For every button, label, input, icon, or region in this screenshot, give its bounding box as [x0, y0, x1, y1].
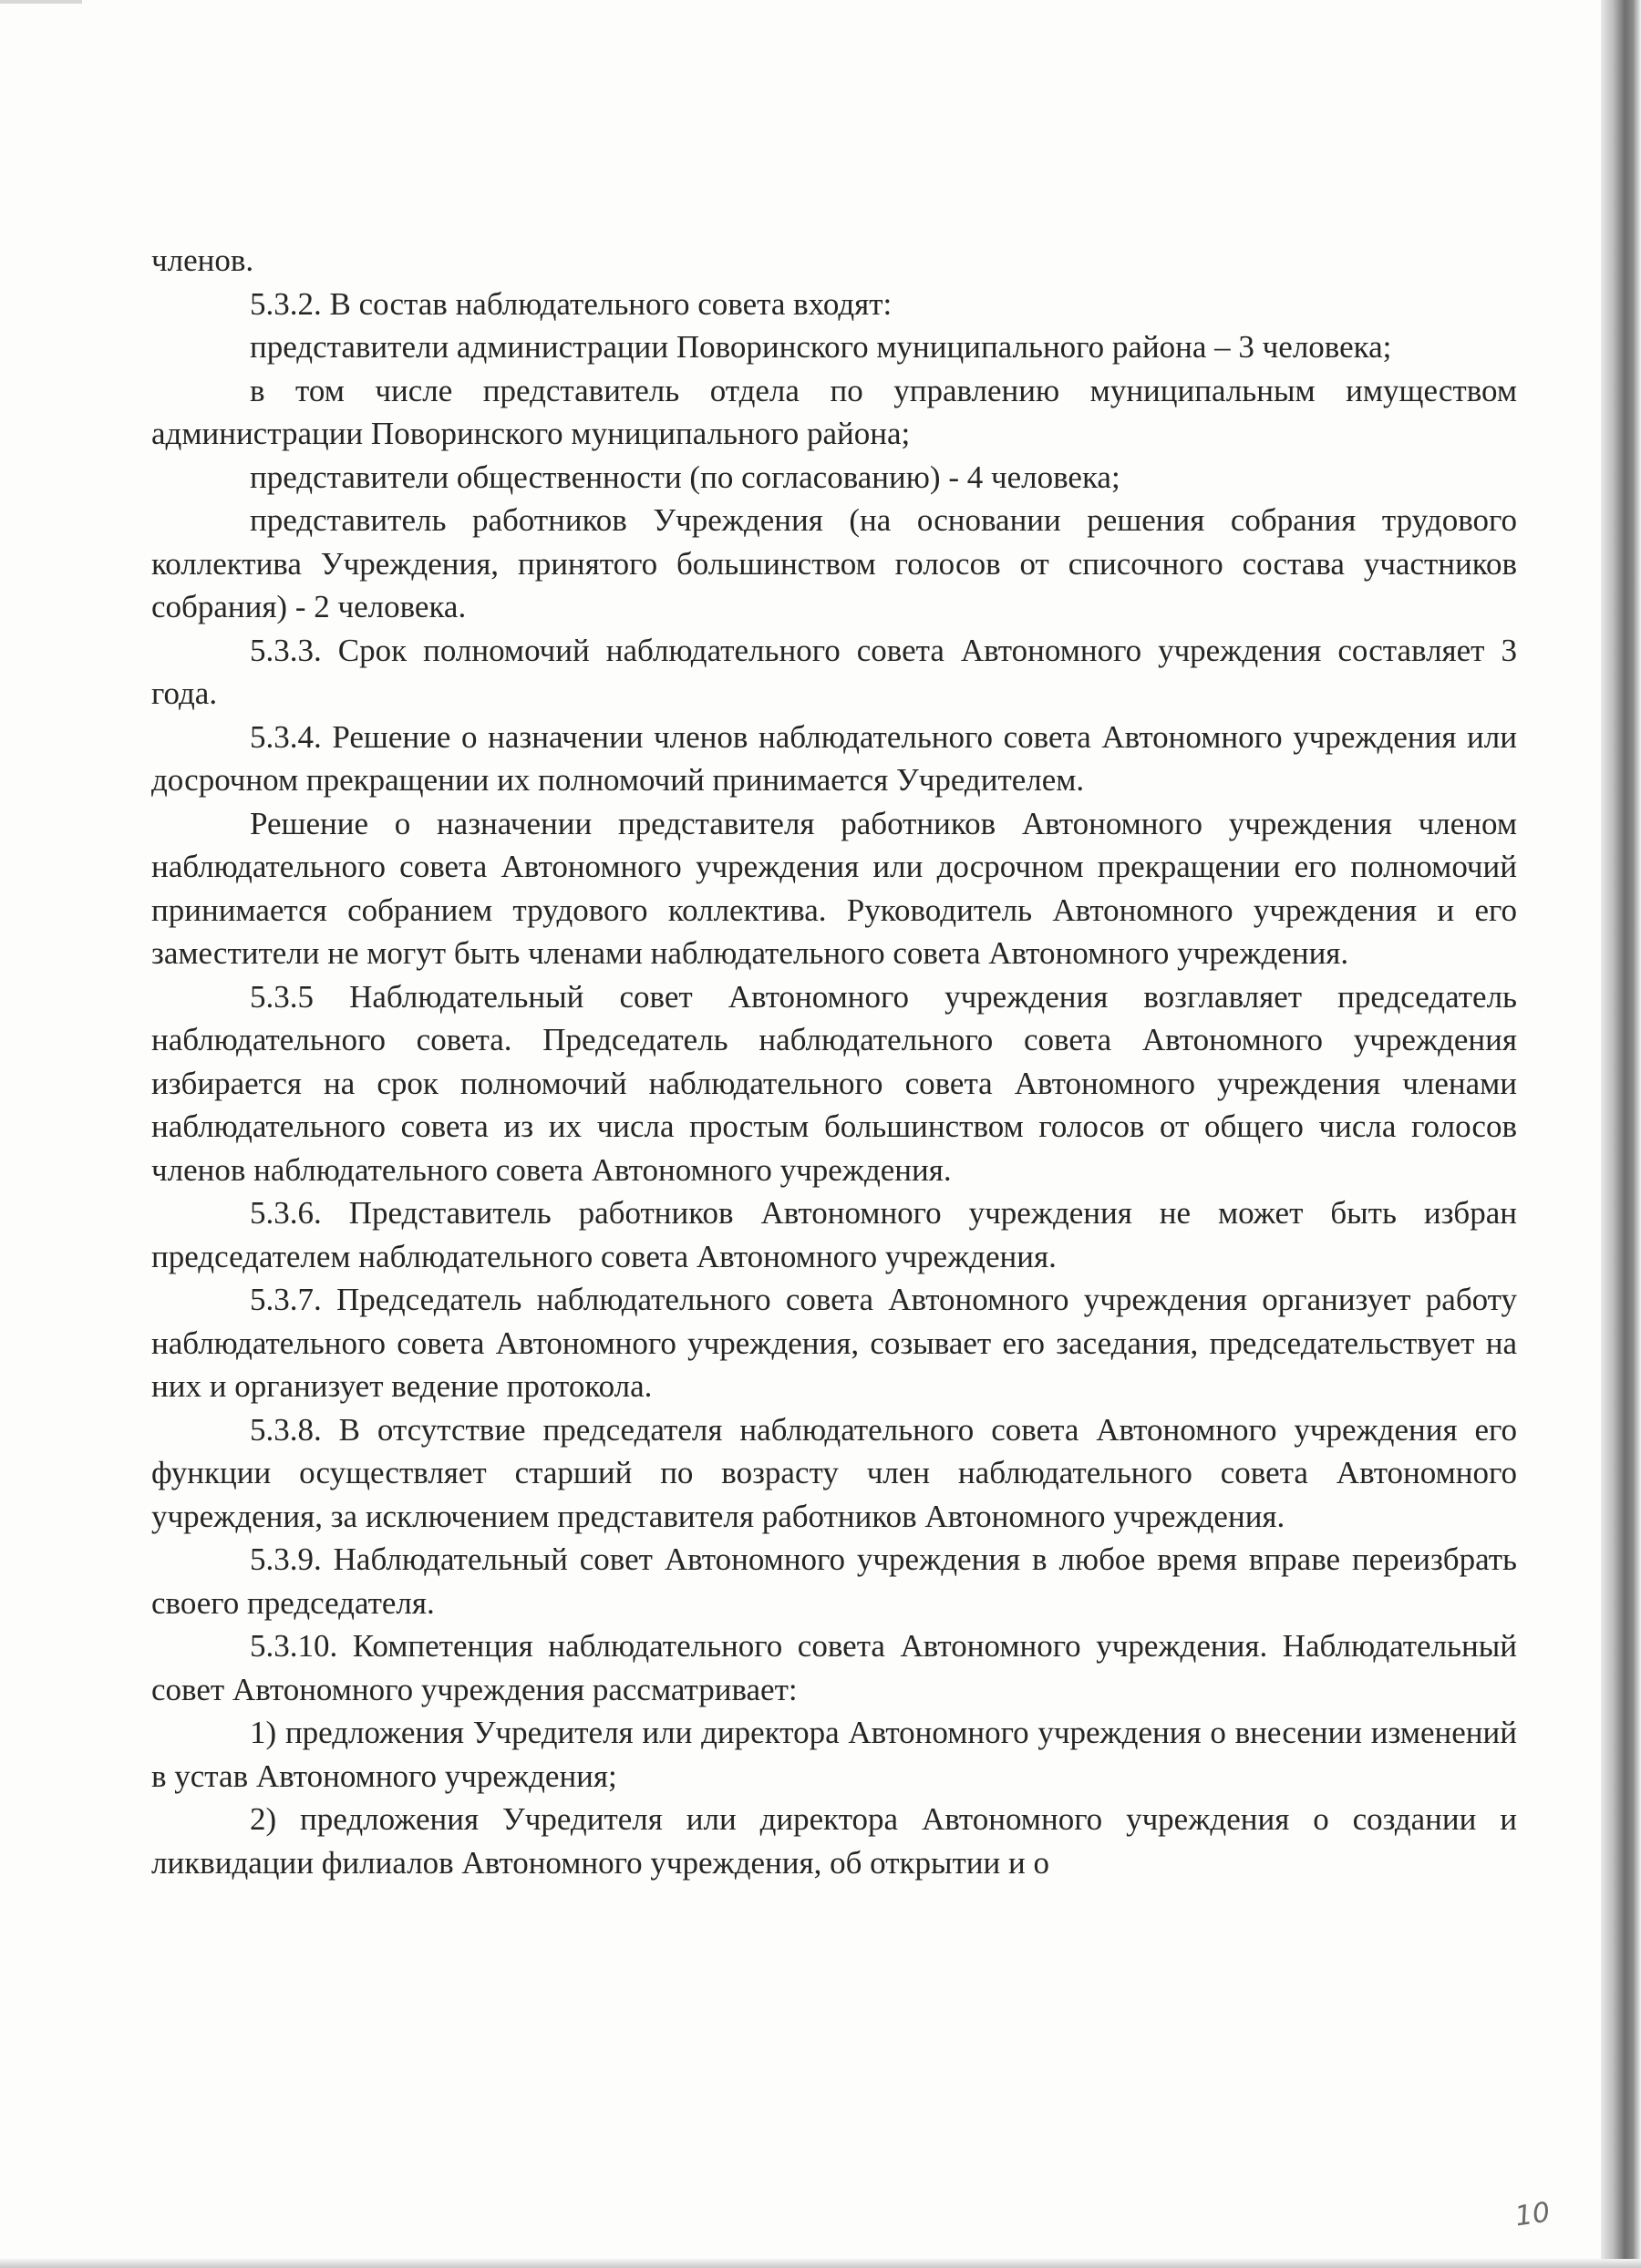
paragraph-5-3-7: 5.3.7. Председатель наблюдательного совета Автономного учреждения организует работу наблюдательного совета Автономного учреждения, созывает его заседания, председательствует на них и организует ведение протокола.: [151, 1282, 1517, 1404]
paragraph-5-3-2: 5.3.2. В состав наблюдательного совета входят:: [250, 285, 893, 322]
page-number: 10: [1512, 2196, 1553, 2233]
paragraph-5-3-5: 5.3.5 Наблюдательный совет Автономного учреждения возглавляет председатель наблюдательного совета. Председатель наблюдательного совета Автономного учреждения избирается на срок полномочий наблюдательного совета Автономного учреждения членами наблюдательного совета из их числа простым большинством голосов от общего числа голосов членов наблюдательного совета Автономного учреждения.: [151, 978, 1517, 1188]
document-body: [151, 239, 1517, 1884]
paragraph-5-3-10: 5.3.10. Компетенция наблюдательного совета Автономного учреждения. Наблюдательный совет Автономного учреждения рассматривает:: [151, 1628, 1517, 1707]
paragraph-5-3-9: 5.3.9. Наблюдательный совет Автономного учреждения в любое время вправе переизбрать своего председателя.: [151, 1541, 1517, 1621]
paragraph-public-representatives: представители общественности (по согласованию) - 4 человека;: [250, 459, 1120, 495]
paragraph-admin-representatives: представители администрации Поворинского муниципального района – 3 человека;: [250, 329, 1392, 365]
scan-corner-mark: [0, 0, 82, 4]
list-item-1: 1) предложения Учредителя или директора Автономного учреждения о внесении изменений в устав Автономного учреждения;: [151, 1715, 1517, 1794]
scan-right-edge: [1601, 0, 1641, 2268]
paragraph-5-3-3: 5.3.3. Срок полномочий наблюдательного совета Автономного учреждения составляет 3 года.: [151, 632, 1517, 711]
paragraph-property-department: в том числе представитель отдела по управлению муниципальным имуществом администрации Поворинского муниципального района;: [151, 372, 1517, 451]
paragraph-employee-representative: представитель работников Учреждения (на основании решения собрания трудового коллектива Учреждения, принятого большинством голосов от списочного состава участников собрания) - 2 человека.: [151, 502, 1517, 624]
list-item-2: 2) предложения Учредителя или директора Автономного учреждения о создании и ликвидации филиалов Автономного учреждения, об открытии и о: [151, 1801, 1517, 1881]
paragraph-5-3-6: 5.3.6. Представитель работников Автономного учреждения не может быть избран председателем наблюдательного совета Автономного учреждения.: [151, 1195, 1517, 1274]
paragraph-continuation: членов.: [151, 242, 254, 278]
scan-bottom-edge: [0, 2259, 1641, 2268]
paragraph-5-3-4: 5.3.4. Решение о назначении членов наблюдательного совета Автономного учреждения или досрочном прекращении их полномочий принимается Учредителем.: [151, 718, 1517, 798]
paragraph-employee-appointment: Решение о назначении представителя работников Автономного учреждения членом наблюдательного совета Автономного учреждения или досрочном прекращении его полномочий принимается собранием трудового коллектива. Руководитель Автономного учреждения и его заместители не могут быть членами наблюдательного совета Автономного учреждения.: [151, 805, 1517, 971]
paragraph-5-3-8: 5.3.8. В отсутствие председателя наблюдательного совета Автономного учреждения его функции осуществляет старший по возрасту член наблюдательного совета Автономного учреждения, за исключением представителя работников Автономного учреждения.: [151, 1411, 1517, 1534]
